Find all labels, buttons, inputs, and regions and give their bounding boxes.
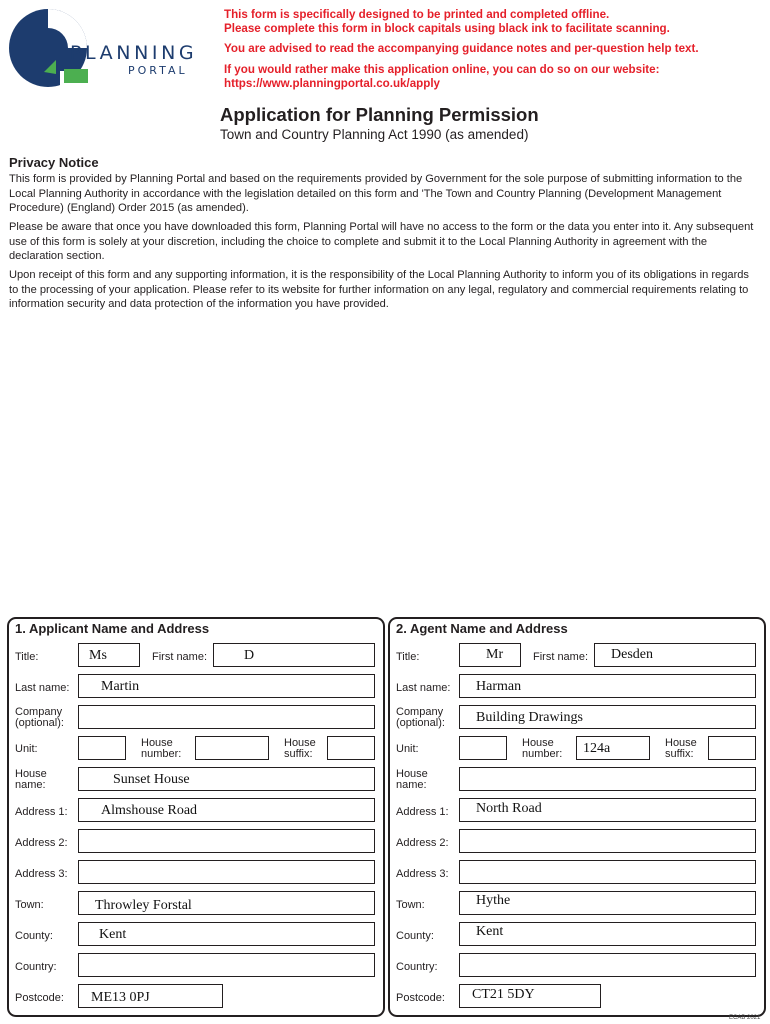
applicant-postcode-field[interactable]: ME13 0PJ xyxy=(78,984,223,1008)
company-label: Company xyxy=(396,706,444,718)
applicant-house-suffix-field[interactable] xyxy=(327,736,375,760)
logo-word: PLANNING xyxy=(70,42,198,64)
address3-label: Address 3: xyxy=(15,868,68,880)
privacy-paragraph-1: This form is provided by Planning Portal and based on the requirements provided by Government for the sole purpose of submitting information to the Local Planning Authority in accordance with the legislation detailed on this form and 'The Town and Country Planning (Development Management Procedure) (England) Order 2015 (as amended). xyxy=(9,173,743,215)
town-label: Town: xyxy=(15,899,44,911)
agent-first-name-field[interactable]: Desden xyxy=(594,643,756,667)
agent-unit-field[interactable] xyxy=(459,736,507,760)
house-label: House xyxy=(15,768,47,780)
notice-line-2: Please complete this form in block capitals using black ink to facilitate scanning. xyxy=(224,22,670,35)
suffix-label: suffix: xyxy=(665,748,694,760)
house-label: House xyxy=(396,768,428,780)
last-name-label: Last name: xyxy=(396,682,451,694)
notice-line-1: This form is specifically designed to be printed and completed offline. xyxy=(224,8,610,21)
agent-section xyxy=(388,617,766,1017)
privacy-paragraph-2: Please be aware that once you have downloaded this form, Planning Portal will have no access to the form or the data you enter into it. Any subsequent use of this form is solely at your discretion, including the choice to complete and submit it to the Local Planning Authority in agreement with the declaration section. xyxy=(9,221,754,263)
applicant-company-field[interactable] xyxy=(78,705,375,729)
agent-house-name-field[interactable] xyxy=(459,767,756,791)
applicant-address3-field[interactable] xyxy=(78,860,375,884)
country-label: Country: xyxy=(15,961,57,973)
page-title: Application for Planning Permission xyxy=(220,104,539,125)
name-label: name: xyxy=(396,779,427,791)
agent-last-name-field[interactable]: Harman xyxy=(459,674,756,698)
privacy-paragraph-3: Upon receipt of this form and any supporting information, it is the responsibility of the Local Planning Authority to inform you of its obligations in regards to the processing of your application. Please refer to its website for further information on any legal, regulatory and commercial requirements relating to information security and data protection of the information you have provided. xyxy=(9,269,749,311)
agent-county-field[interactable]: Kent xyxy=(459,922,756,946)
agent-postcode-field[interactable]: CT21 5DY xyxy=(459,984,601,1008)
first-name-label: First name: xyxy=(533,651,589,663)
privacy-heading: Privacy Notice xyxy=(9,155,99,170)
country-label: Country: xyxy=(396,961,438,973)
planning-portal-logo xyxy=(8,8,198,88)
agent-house-suffix-field[interactable] xyxy=(708,736,756,760)
unit-label: Unit: xyxy=(15,743,38,755)
postcode-label: Postcode: xyxy=(15,992,64,1004)
notice-line-4: If you would rather make this application online, you can do so on our website: xyxy=(224,63,660,76)
applicant-country-field[interactable] xyxy=(78,953,375,977)
address1-label: Address 1: xyxy=(396,806,449,818)
applicant-house-name-field[interactable]: Sunset House xyxy=(78,767,375,791)
page-subtitle: Town and Country Planning Act 1990 (as amended) xyxy=(220,127,529,142)
first-name-label: First name: xyxy=(152,651,208,663)
applicant-title-field[interactable]: Ms xyxy=(78,643,140,667)
applicant-heading: 1. Applicant Name and Address xyxy=(15,621,210,636)
county-label: County: xyxy=(15,930,53,942)
last-name-label: Last name: xyxy=(15,682,70,694)
agent-heading: 2. Agent Name and Address xyxy=(396,621,568,636)
agent-company-field[interactable]: Building Drawings xyxy=(459,705,756,729)
applicant-house-number-field[interactable] xyxy=(195,736,269,760)
notice-link[interactable]: https://www.planningportal.co.uk/apply xyxy=(224,77,440,90)
notice-line-3: You are advised to read the accompanying guidance notes and per-question help text. xyxy=(224,42,699,55)
address3-label: Address 3: xyxy=(396,868,449,880)
applicant-address1-field[interactable]: Almshouse Road xyxy=(78,798,375,822)
suffix-label: suffix: xyxy=(284,748,313,760)
house-label: House xyxy=(665,737,697,749)
address2-label: Address 2: xyxy=(396,837,449,849)
agent-address1-field[interactable]: North Road xyxy=(459,798,756,822)
agent-title-field[interactable]: Mr xyxy=(459,643,521,667)
company-label: Company xyxy=(15,706,63,718)
house-label: House xyxy=(141,737,173,749)
address1-label: Address 1: xyxy=(15,806,68,818)
title-label: Title: xyxy=(396,651,420,663)
agent-house-number-field[interactable]: 124a xyxy=(576,736,650,760)
applicant-town-field[interactable]: Throwley Forstal xyxy=(78,891,375,915)
applicant-first-name-field[interactable]: D xyxy=(213,643,375,667)
logo-sub: PORTAL xyxy=(128,64,188,77)
applicant-section xyxy=(7,617,385,1017)
name-label: name: xyxy=(15,779,46,791)
address2-label: Address 2: xyxy=(15,837,68,849)
agent-address2-field[interactable] xyxy=(459,829,756,853)
applicant-address2-field[interactable] xyxy=(78,829,375,853)
optional-label: (optional): xyxy=(15,717,64,729)
agent-town-field[interactable]: Hythe xyxy=(459,891,756,915)
applicant-county-field[interactable]: Kent xyxy=(78,922,375,946)
title-label: Title: xyxy=(15,651,39,663)
house-label: House xyxy=(284,737,316,749)
applicant-unit-field[interactable] xyxy=(78,736,126,760)
number-label: number: xyxy=(522,748,563,760)
agent-country-field[interactable] xyxy=(459,953,756,977)
county-label: County: xyxy=(396,930,434,942)
agent-address3-field[interactable] xyxy=(459,860,756,884)
postcode-label: Postcode: xyxy=(396,992,445,1004)
town-label: Town: xyxy=(396,899,425,911)
footer-code: ECAB 2021 xyxy=(729,1015,761,1021)
unit-label: Unit: xyxy=(396,743,419,755)
house-label: House xyxy=(522,737,554,749)
optional-label: (optional): xyxy=(396,717,445,729)
number-label: number: xyxy=(141,748,182,760)
applicant-last-name-field[interactable]: Martin xyxy=(78,674,375,698)
